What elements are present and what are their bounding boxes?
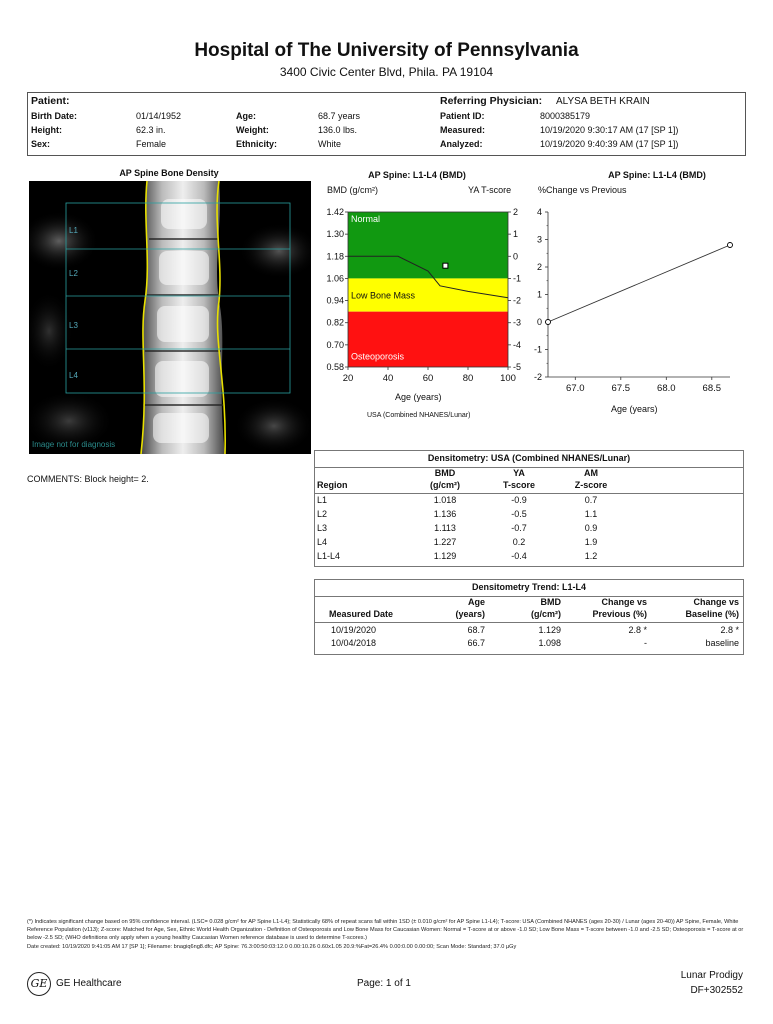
vertebra-label-l2: L2 bbox=[69, 269, 78, 278]
report-title: Hospital of The University of Pennsylvania bbox=[194, 40, 579, 61]
zone-normal-label: Normal bbox=[351, 214, 381, 224]
height-label: Height: bbox=[31, 125, 62, 135]
trend-chart-xlabel: Age (years) bbox=[611, 404, 658, 414]
x-tick-label: 67.0 bbox=[566, 383, 585, 394]
y-tick-label: 3 bbox=[536, 234, 542, 245]
y-tick-label: 1.06 bbox=[326, 273, 344, 284]
trend-title: Densitometry Trend: L1-L4 bbox=[471, 582, 587, 592]
page-number: Page: 1 of 1 bbox=[357, 978, 411, 989]
trend-prev-header: Change vs bbox=[601, 597, 647, 607]
x-tick-label: 20 bbox=[342, 373, 354, 384]
y-tick-label: 1 bbox=[536, 289, 542, 300]
trend-line bbox=[548, 245, 730, 322]
weight-value: 136.0 lbs. bbox=[318, 125, 358, 135]
measured-value: 10/19/2020 9:30:17 AM (17 [SP 1]) bbox=[540, 125, 679, 135]
ethnicity-value: White bbox=[318, 139, 342, 149]
x-tick-label: 80 bbox=[462, 373, 474, 384]
footer-notes bbox=[27, 918, 747, 951]
bmd-cell: 1.098 bbox=[538, 638, 561, 648]
trend-bmd-unit: (g/cm²) bbox=[531, 609, 561, 619]
col-bmd-unit: (g/cm²) bbox=[430, 480, 460, 490]
comments: COMMENTS: Block height= 2. bbox=[27, 474, 149, 484]
bmd-chart-xlabel: Age (years) bbox=[395, 392, 442, 402]
y-tick-label: 1.30 bbox=[326, 229, 344, 240]
y-tick-label: 1.18 bbox=[326, 251, 344, 262]
table-row bbox=[315, 495, 743, 508]
zscore-cell: 1.2 bbox=[584, 551, 598, 561]
bmd-cell: 1.136 bbox=[433, 509, 457, 519]
ge-logo: GE bbox=[27, 972, 51, 996]
trend-date-header: Measured Date bbox=[329, 609, 394, 619]
tscore-cell: 0.2 bbox=[512, 537, 526, 547]
tscore-cell: -0.4 bbox=[511, 551, 527, 561]
trend-chart-ylabel: %Change vs Previous bbox=[538, 185, 627, 195]
region-cell: L3 bbox=[317, 523, 328, 533]
patient-section-label: Patient: bbox=[31, 95, 70, 107]
analyzed-label: Analyzed: bbox=[440, 139, 483, 149]
analyzed-value: 10/19/2020 9:40:39 AM (17 [SP 1]) bbox=[540, 139, 679, 149]
bmd-cell: 1.227 bbox=[433, 537, 457, 547]
measured-label: Measured: bbox=[440, 125, 486, 135]
y-tick-label: 0.82 bbox=[326, 317, 344, 328]
trend-bmd-header: BMD bbox=[540, 597, 561, 607]
y-tick-label: 1.42 bbox=[326, 207, 344, 217]
x-tick-label: 67.5 bbox=[611, 383, 631, 394]
birth-date-value: 01/14/1952 bbox=[136, 111, 182, 121]
weight-label: Weight: bbox=[236, 125, 269, 135]
col-am-header: AM bbox=[584, 468, 598, 478]
footnote-date-line: Date created: 10/19/2020 9:41:05 AM 17 [SP 1]; Filename: bnagiq6ng8.dfc; AP Spine: 76.3:00:50:03:12.0 0.00:10.26 0.60x1.05 20.9:%Fat=26.4% 0.00:0.00 0.00:00; Scan Mode: Standard; 37.0 µGy bbox=[27, 943, 517, 950]
x-tick-label: 100 bbox=[500, 373, 516, 384]
zone-osteo-label: Osteoporosis bbox=[351, 351, 405, 362]
trend-table bbox=[314, 579, 744, 655]
table-row bbox=[315, 537, 743, 550]
age-value: 68.7 years bbox=[318, 111, 361, 121]
bmd-chart-title: AP Spine: L1-L4 (BMD) bbox=[368, 170, 466, 180]
vertebra-label-l4: L4 bbox=[69, 371, 78, 380]
bmd-chart-y2label: YA T-score bbox=[468, 185, 512, 195]
col-bmd-header: BMD bbox=[434, 468, 456, 478]
trend-base-header: Change vs bbox=[693, 597, 739, 607]
device-name: Lunar Prodigy bbox=[680, 970, 743, 981]
sex-label: Sex: bbox=[31, 139, 51, 149]
date-cell: 10/19/2020 bbox=[331, 625, 377, 635]
bmd-cell: 1.129 bbox=[433, 551, 457, 561]
referring-physician-name: ALYSA BETH KRAIN bbox=[556, 96, 650, 107]
y-tick-label: 0 bbox=[536, 317, 542, 327]
age-cell: 68.7 bbox=[467, 625, 485, 635]
x-tick-label: 68.0 bbox=[657, 383, 676, 394]
patient-id-value: 8000385179 bbox=[540, 111, 591, 121]
tscore-cell: -0.7 bbox=[511, 523, 527, 533]
col-zscore-header: Z-score bbox=[574, 480, 608, 490]
table-row bbox=[315, 509, 743, 522]
trend-age-unit: (years) bbox=[455, 609, 485, 619]
zscore-cell: 1.9 bbox=[584, 537, 598, 547]
vertebra-label-l1: L1 bbox=[69, 226, 78, 235]
trend-chart-title: AP Spine: L1-L4 (BMD) bbox=[608, 170, 706, 180]
y2-tick-label: -3 bbox=[513, 317, 522, 328]
table-row bbox=[315, 551, 743, 564]
bmd-cell: 1.018 bbox=[433, 495, 457, 505]
base-change-cell: baseline bbox=[705, 638, 739, 648]
trend-point bbox=[546, 320, 551, 325]
prev-change-cell: - bbox=[644, 638, 647, 648]
y-tick-label: 0.70 bbox=[326, 339, 344, 350]
y2-tick-label: -2 bbox=[513, 295, 522, 306]
table-row bbox=[315, 625, 743, 638]
bmd-chart-reference: USA (Combined NHANES/Lunar) bbox=[367, 412, 471, 419]
region-cell: L1 bbox=[317, 495, 328, 505]
y2-tick-label: 1 bbox=[513, 229, 519, 240]
y-tick-label: 0.94 bbox=[326, 295, 344, 306]
col-region-header: Region bbox=[317, 480, 348, 490]
trend-prev-unit: Previous (%) bbox=[592, 609, 647, 619]
sex-value: Female bbox=[136, 139, 167, 149]
ethnicity-label: Ethnicity: bbox=[236, 139, 278, 149]
patient-point bbox=[443, 263, 448, 268]
x-tick-label: 40 bbox=[382, 373, 394, 384]
zscore-cell: 0.9 bbox=[584, 523, 598, 533]
age-label: Age: bbox=[236, 111, 256, 121]
region-cell: L1-L4 bbox=[317, 551, 341, 561]
region-cell: L4 bbox=[317, 537, 328, 547]
y2-tick-label: -5 bbox=[513, 362, 522, 372]
trend-chart bbox=[528, 200, 743, 400]
zscore-cell: 0.7 bbox=[584, 495, 598, 505]
report-address: 3400 Civic Center Blvd, Phila. PA 19104 bbox=[279, 65, 494, 79]
y-tick-label: 0.58 bbox=[326, 362, 344, 372]
trend-age-header: Age bbox=[467, 597, 485, 607]
col-tscore-header: T-score bbox=[502, 480, 535, 490]
bmd-cell: 1.129 bbox=[538, 625, 561, 635]
age-cell: 66.7 bbox=[467, 638, 485, 648]
table-row bbox=[315, 523, 743, 536]
trend-base-unit: Baseline (%) bbox=[685, 609, 739, 619]
densitometry-table bbox=[314, 450, 744, 567]
trend-point bbox=[728, 243, 733, 248]
zone-low-label: Low Bone Mass bbox=[351, 290, 416, 301]
patient-info-box bbox=[27, 92, 746, 156]
col-ya-header: YA bbox=[513, 468, 525, 478]
scan-watermark: Image not for diagnosis bbox=[32, 440, 116, 449]
tscore-cell: -0.9 bbox=[511, 495, 527, 505]
bmd-cell: 1.113 bbox=[434, 523, 456, 533]
y-tick-label: -2 bbox=[533, 372, 542, 382]
tscore-cell: -0.5 bbox=[511, 509, 527, 519]
y-tick-label: 4 bbox=[536, 207, 542, 217]
birth-date-label: Birth Date: bbox=[31, 111, 78, 121]
scan-title: AP Spine Bone Density bbox=[119, 168, 219, 178]
prev-change-cell: 2.8 * bbox=[628, 625, 647, 635]
densitometry-title: Densitometry: USA (Combined NHANES/Lunar) bbox=[427, 453, 631, 463]
y2-tick-label: 2 bbox=[513, 207, 519, 217]
brand-name: GE Healthcare bbox=[56, 978, 122, 989]
patient-id-label: Patient ID: bbox=[440, 111, 485, 121]
height-value: 62.3 in. bbox=[136, 125, 166, 135]
table-row bbox=[315, 638, 743, 651]
device-id: DF+302552 bbox=[690, 985, 743, 996]
vertebra-label-l3: L3 bbox=[69, 321, 78, 330]
y2-tick-label: -4 bbox=[513, 339, 522, 350]
y2-tick-label: 0 bbox=[513, 251, 519, 262]
base-change-cell: 2.8 * bbox=[720, 625, 739, 635]
x-tick-label: 60 bbox=[422, 373, 434, 384]
referring-physician-label: Referring Physician: bbox=[440, 95, 543, 107]
y2-tick-label: -1 bbox=[513, 273, 522, 284]
bmd-chart-ylabel: BMD (g/cm²) bbox=[327, 185, 378, 195]
x-tick-label: 68.5 bbox=[702, 383, 722, 394]
y-tick-label: -1 bbox=[533, 344, 542, 355]
spine-scan-image bbox=[29, 181, 311, 454]
y-tick-label: 2 bbox=[536, 262, 542, 272]
region-cell: L2 bbox=[317, 509, 328, 519]
zscore-cell: 1.1 bbox=[584, 509, 598, 519]
date-cell: 10/04/2018 bbox=[331, 638, 377, 648]
footnote-text: (*) Indicates significant change based on 95% confidence interval. (LSC= 0.028 g/cm² for AP Spine L1-L4); Statistically 68% of repeat scans fall within 1SD (± 0.010 g/cm² for AP Spine L1-L4); T-score: USA (Combined NHANES (ages 20-30) / Lunar (ages 20-40)) AP Spine, Female, White Reference Population (v113); Z-score: Matched for Age, Sex, Ethnic World Health Organization - Definition of Osteoporosis and Low Bone Mass for Caucasian Women: Normal = T-score at or above -1.0 SD; Low Bone Mass = T-score between -1.0 and -2.5 SD; Osteoporosis = T-score at or below -2.5 SD; (WHO definitions only apply when a young healthy Caucasian Women reference database is used to determine T-scores.) bbox=[27, 919, 744, 942]
